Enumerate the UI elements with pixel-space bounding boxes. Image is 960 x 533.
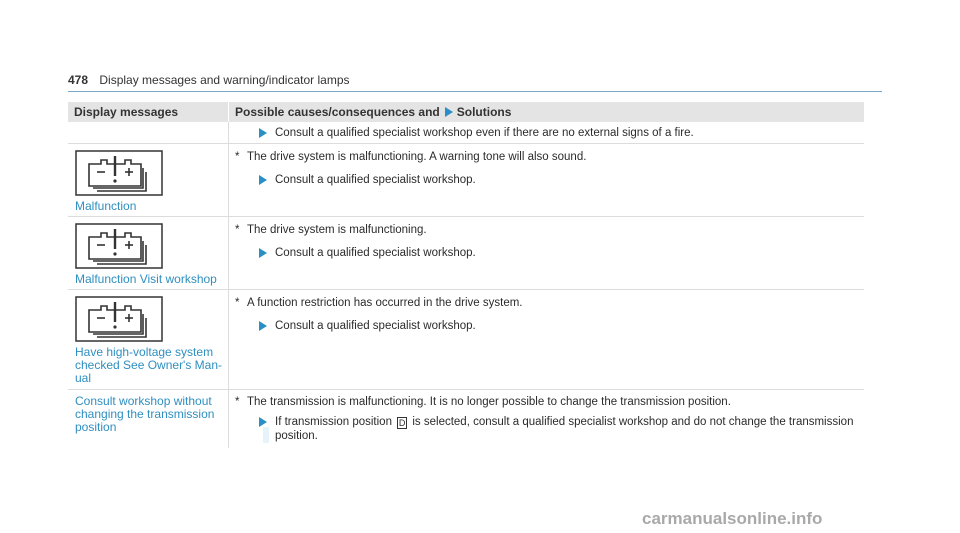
solution-item: Consult a qualified specialist workshop even if there are no external signs of a fire. <box>259 126 864 140</box>
solution-item: Consult a qualified specialist workshop. <box>259 319 864 333</box>
battery-warning-icon <box>75 150 163 196</box>
col-header-display-messages: Display messages <box>74 105 179 119</box>
cause-item: * The drive system is malfunctioning. <box>235 224 427 236</box>
display-message: Have high-voltage system checked See Owner's Man- ual <box>75 345 223 385</box>
col-header-solutions-label: Solutions <box>456 105 512 119</box>
table-row <box>68 217 864 290</box>
col-header-causes-label: Possible causes/consequences and <box>235 105 440 119</box>
solution-item: Consult a qualified specialist workshop. <box>259 246 864 260</box>
table-row <box>68 290 864 390</box>
table-row <box>68 390 864 448</box>
table-row <box>68 122 864 144</box>
display-message: Consult workshop without changing the transmission position <box>75 394 215 434</box>
messages-table <box>68 102 864 448</box>
table-row <box>68 144 864 217</box>
col-header-causes <box>228 102 864 122</box>
arrow-right-icon <box>259 321 267 331</box>
accent-bar <box>263 427 269 443</box>
solution-item: Consult a qualified specialist workshop. <box>259 173 864 187</box>
page-title: Display messages and warning/indicator lamps <box>99 73 350 87</box>
table-header <box>68 102 864 122</box>
watermark: carmanualsonline.info <box>642 509 823 528</box>
arrow-right-icon <box>445 107 453 117</box>
cause-item: * The transmission is malfunctioning. It is no longer possible to change the transmission position. <box>235 396 731 408</box>
battery-warning-icon <box>75 296 163 342</box>
display-message: Malfunction Visit workshop <box>75 272 217 286</box>
arrow-right-icon <box>259 248 267 258</box>
cause-item: * A function restriction has occurred in the drive system. <box>235 297 523 309</box>
battery-warning-icon <box>75 223 163 269</box>
header-divider <box>68 91 882 92</box>
arrow-right-icon <box>259 175 267 185</box>
page-number: 478 <box>68 73 89 87</box>
arrow-right-icon <box>259 417 267 427</box>
cause-item: * The drive system is malfunctioning. A warning tone will also sound. <box>235 151 587 163</box>
page-header <box>68 73 350 87</box>
solution-item: If transmission position D is selected, consult a qualified specialist workshop and do not change the transmission position. <box>259 415 864 443</box>
arrow-right-icon <box>259 128 267 138</box>
display-message: Malfunction <box>75 199 137 213</box>
gear-d-key-icon: D <box>398 418 406 428</box>
